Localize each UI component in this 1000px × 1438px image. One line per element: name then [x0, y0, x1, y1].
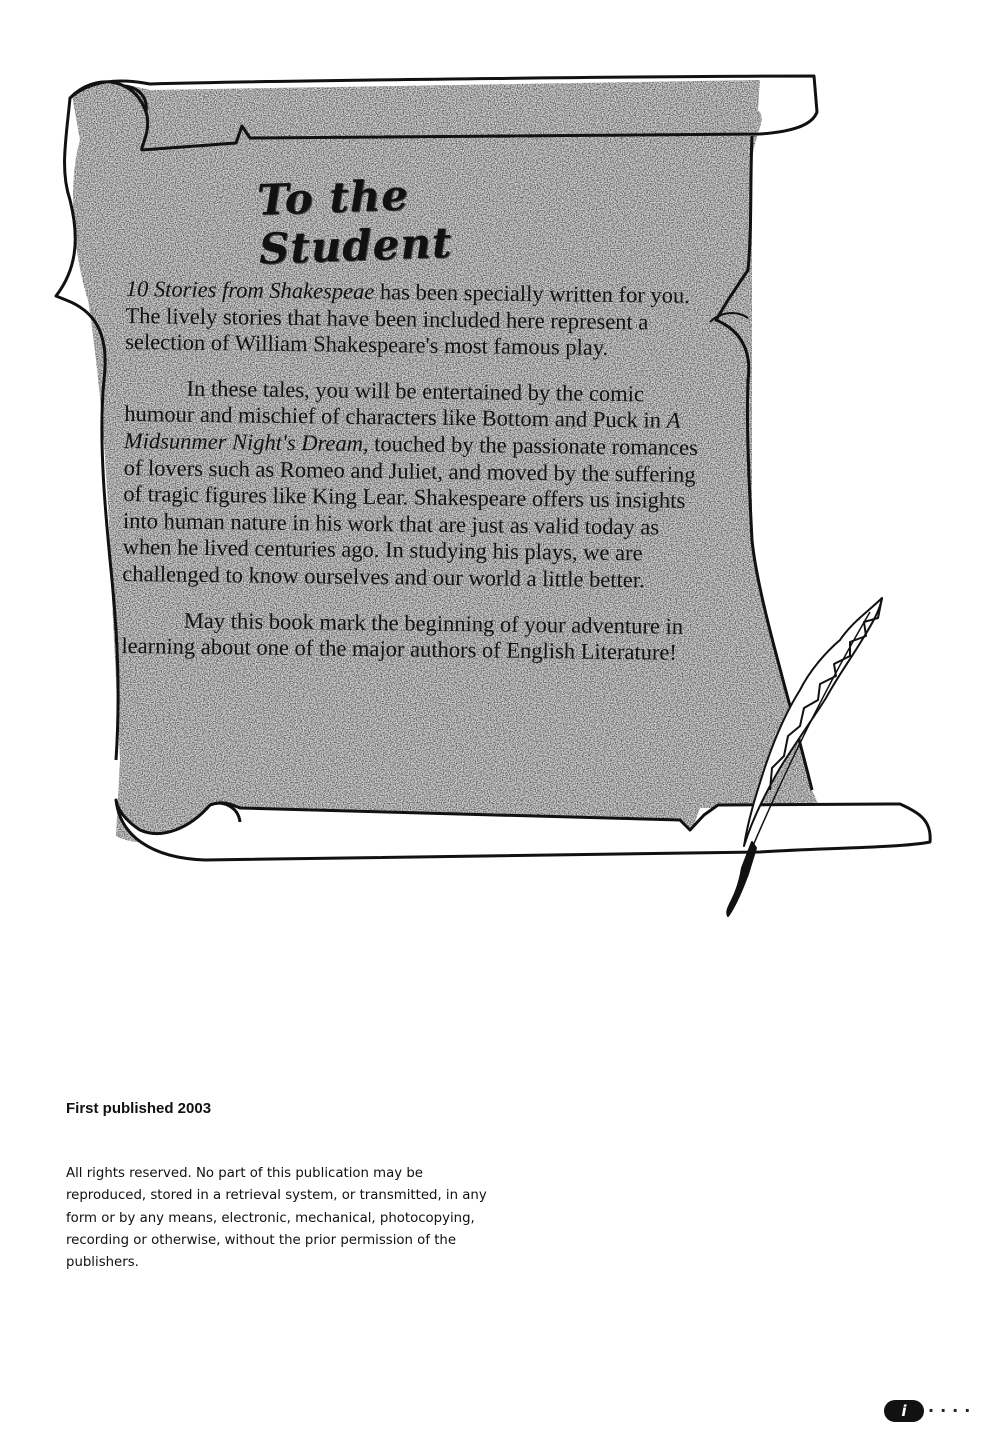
page-title: To the Student	[256, 170, 453, 274]
intro-text	[121, 276, 706, 686]
page-dots: ....	[928, 1397, 977, 1416]
page-number: i	[884, 1400, 924, 1422]
first-published: First published 2003	[66, 1100, 212, 1117]
tales-part1: In these tales, you will be entertained by the comic humour and mischief of characters like Bottom and Puck in	[124, 375, 667, 433]
intro-rest: has been specially written for you. The lively stories that have been included here represent a selection of William Shakespeare's most famous play.	[125, 279, 690, 361]
rights-notice: All rights reserved. No part of this publication may be reproduced, stored in a retrieval system, or transmitted, in any form or by any means, electronic, mechanical, photocopying, recording or otherwise, without the prior permission of the publishers.	[66, 1166, 487, 1271]
paragraph-tales	[122, 375, 705, 595]
book-title: 10 Stories from Shakespeae	[125, 276, 375, 305]
paragraph-intro	[125, 276, 706, 363]
paragraph-closing: May this book mark the beginning of your adventure in learning about one of the major authors of English Literature!	[121, 607, 684, 665]
play-title: A Midsunmer Night's Dream,	[123, 407, 681, 456]
tales-part2: touched by the passionate romances of lovers such as Romeo and Juliet, and moved by the suffering of tragic figures like King Lear. Shakespeare offers us insights into human nature in his work that are just as valid today as when he lived centuries ago. In studying his plays, we are challenged to know ourselves and our world a little better.	[122, 430, 698, 593]
page-number-marker	[884, 1395, 994, 1425]
